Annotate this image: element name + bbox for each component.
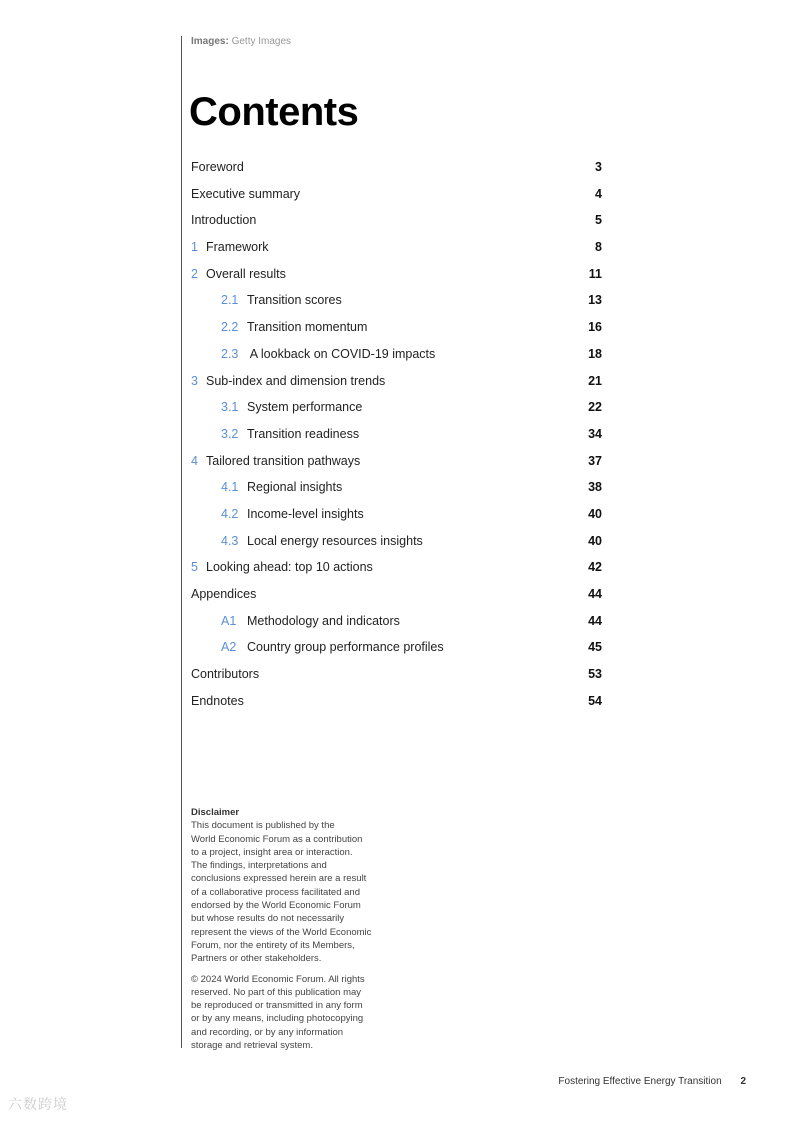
- toc-page: 53: [588, 667, 602, 682]
- toc-row-introduction[interactable]: [191, 207, 602, 234]
- copyright-line: be reproduced or transmitted in any form: [191, 1000, 363, 1012]
- toc-row-income-level-insights[interactable]: [191, 501, 602, 528]
- toc-label: A lookback on COVID-19 impacts: [247, 346, 436, 361]
- disclaimer-line: World Economic Forum as a contribution: [191, 833, 363, 845]
- image-credit: [191, 36, 291, 47]
- toc-page: 18: [588, 346, 602, 361]
- toc-label: Methodology and indicators: [247, 613, 400, 628]
- toc-number: 4.1: [221, 480, 239, 495]
- toc-number: 4: [191, 453, 198, 468]
- disclaimer-line: of a collaborative process facilitated and: [191, 886, 360, 898]
- toc-row-country-profiles[interactable]: [191, 634, 602, 661]
- toc-page: 40: [588, 506, 602, 521]
- toc-row-tailored-pathways[interactable]: [191, 448, 602, 475]
- toc-page: 16: [588, 320, 602, 335]
- toc-number: 2.3: [221, 346, 239, 361]
- toc-label: Overall results: [206, 266, 286, 281]
- toc-label: System performance: [247, 400, 363, 415]
- disclaimer-line: to a project, insight area or interaction.: [191, 846, 353, 858]
- toc-row-framework[interactable]: [191, 234, 602, 261]
- disclaimer-line: endorsed by the World Economic Forum: [191, 900, 361, 912]
- toc-row-endnotes[interactable]: [191, 688, 602, 715]
- disclaimer-line: Forum, nor the entirety of its Members,: [191, 939, 355, 951]
- toc-label: Executive summary: [191, 186, 301, 201]
- toc-page: 45: [588, 640, 602, 655]
- watermark: 六数跨境: [8, 1096, 68, 1112]
- toc-page: 5: [595, 213, 602, 228]
- toc-number: 3: [191, 373, 198, 388]
- toc-label: Introduction: [191, 213, 257, 228]
- toc-label: Transition momentum: [247, 320, 368, 335]
- toc-label: Appendices: [191, 587, 257, 601]
- toc-label: Income-level insights: [247, 506, 364, 521]
- copyright-line: storage and retrieval system.: [191, 1040, 313, 1052]
- table-of-contents: [191, 154, 602, 714]
- toc-page: 3: [595, 160, 602, 174]
- toc-label: Local energy resources insights: [247, 533, 423, 548]
- toc-page: 8: [595, 240, 602, 255]
- toc-row-subindex-trends[interactable]: [191, 368, 602, 395]
- disclaimer-line: This document is published by the: [191, 820, 335, 832]
- toc-row-transition-readiness[interactable]: [191, 421, 602, 448]
- toc-page: 11: [588, 266, 602, 281]
- credit-value: Getty Images: [231, 36, 292, 47]
- toc-page: 34: [588, 426, 602, 441]
- toc-row-transition-momentum[interactable]: [191, 314, 602, 341]
- disclaimer-paragraph: [191, 819, 391, 965]
- toc-number: 5: [191, 560, 198, 575]
- toc-row-local-energy-insights[interactable]: [191, 528, 602, 555]
- credit-label: Images:: [191, 36, 229, 47]
- disclaimer-line: but whose results do not necessarily: [191, 913, 345, 925]
- page-number: 2: [740, 1076, 746, 1087]
- copyright-line: or by any means, including photocopying: [191, 1013, 364, 1025]
- toc-label: Sub-index and dimension trends: [206, 373, 386, 388]
- copyright-line: © 2024 World Economic Forum. All rights: [191, 973, 365, 985]
- toc-label: Transition scores: [247, 293, 342, 308]
- disclaimer-line: Partners or other stakeholders.: [191, 953, 322, 965]
- toc-row-methodology[interactable]: [191, 608, 602, 635]
- toc-row-system-performance[interactable]: [191, 394, 602, 421]
- toc-number: 4.2: [221, 506, 239, 521]
- toc-page: 44: [588, 613, 602, 628]
- toc-number: 2.1: [221, 293, 239, 308]
- toc-page: 4: [595, 186, 602, 201]
- toc-number: 1: [191, 240, 198, 255]
- toc-row-appendices[interactable]: [191, 581, 602, 608]
- toc-label: Endnotes: [191, 693, 244, 708]
- toc-number: 4.3: [221, 533, 239, 548]
- toc-row-foreword[interactable]: [191, 154, 602, 181]
- toc-label: Framework: [206, 240, 269, 255]
- toc-label: Tailored transition pathways: [206, 453, 361, 468]
- toc-page: 44: [588, 587, 602, 601]
- copyright-paragraph: [191, 973, 391, 1053]
- toc-row-covid-lookback[interactable]: [191, 341, 602, 368]
- page-title: Contents: [189, 90, 359, 134]
- copyright-line: and recording, or by any information: [191, 1026, 344, 1038]
- copyright-line: reserved. No part of this publication may: [191, 986, 362, 998]
- footer-title: Fostering Effective Energy Transition: [558, 1076, 722, 1087]
- toc-label: Transition readiness: [247, 426, 360, 441]
- toc-page: 37: [588, 453, 602, 468]
- page-footer: [558, 1076, 746, 1087]
- toc-page: 13: [588, 293, 602, 308]
- toc-number: 3.2: [221, 426, 239, 441]
- toc-row-contributors[interactable]: [191, 661, 602, 688]
- toc-row-executive-summary[interactable]: [191, 181, 602, 208]
- toc-row-regional-insights[interactable]: [191, 474, 602, 501]
- toc-row-looking-ahead[interactable]: [191, 554, 602, 581]
- toc-row-overall-results[interactable]: [191, 261, 602, 288]
- toc-number: A2: [221, 640, 237, 655]
- toc-label: Contributors: [191, 667, 260, 682]
- toc-page: 38: [588, 480, 602, 495]
- toc-number: A1: [221, 613, 237, 628]
- toc-page: 22: [588, 400, 602, 415]
- toc-number: 2: [191, 266, 198, 281]
- toc-number: 3.1: [221, 400, 239, 415]
- toc-row-transition-scores[interactable]: [191, 287, 602, 314]
- toc-page: 42: [588, 560, 602, 575]
- disclaimer: [191, 806, 391, 1059]
- disclaimer-line: represent the views of the World Economic: [191, 926, 372, 938]
- disclaimer-line: conclusions expressed herein are a result: [191, 873, 367, 885]
- toc-page: 40: [588, 533, 602, 548]
- toc-label: Country group performance profiles: [247, 640, 444, 655]
- disclaimer-heading: Disclaimer: [191, 807, 240, 818]
- toc-page: 54: [588, 693, 602, 708]
- toc-page: 21: [588, 373, 602, 388]
- toc-label: Regional insights: [247, 480, 343, 495]
- toc-number: 2.2: [221, 320, 239, 335]
- toc-label: Foreword: [191, 160, 244, 174]
- toc-label: Looking ahead: top 10 actions: [206, 560, 373, 575]
- disclaimer-line: The findings, interpretations and: [191, 860, 327, 872]
- left-rule: [181, 36, 182, 1048]
